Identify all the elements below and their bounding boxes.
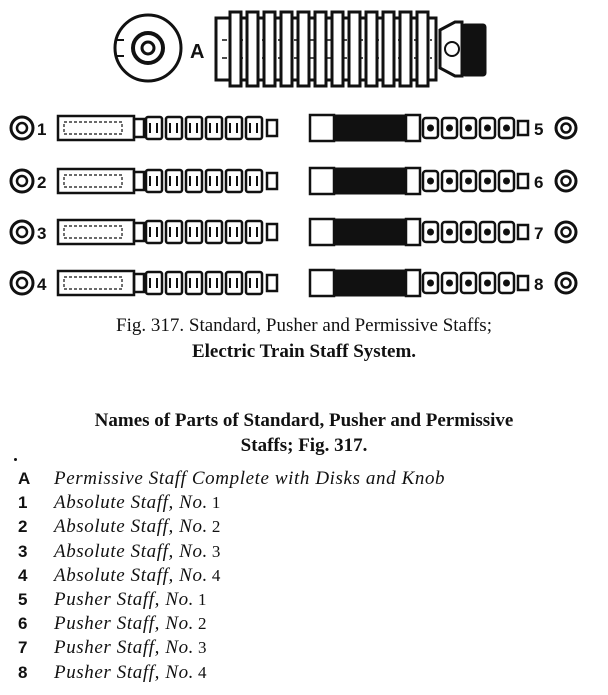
label-5: 5: [534, 120, 544, 139]
list-item: 3 Absolute Staff, No. 3: [18, 540, 221, 562]
label-a: A: [190, 41, 205, 63]
list-item: A Permissive Staff Complete with Disks and Knob: [18, 468, 446, 489]
list-item: 2 Absolute Staff, No. 2: [18, 516, 221, 538]
permissive-staff-a: [115, 12, 486, 86]
absolute-staff-3: [11, 220, 277, 244]
label-6: 6: [534, 173, 544, 192]
list-item: 8 Pusher Staff, No. 4: [18, 661, 207, 683]
label-1: 1: [37, 120, 47, 139]
parts-heading-continued: Staffs; Fig. 317.: [240, 435, 368, 456]
list-item: 5 Pusher Staff, No. 1: [18, 588, 207, 610]
staff-figure: [0, 0, 608, 300]
absolute-staff-2: [11, 169, 277, 193]
label-2: 2: [37, 173, 47, 192]
parts-heading: Names of Parts of Standard, Pusher and Permissive: [94, 410, 514, 431]
list-item: 4 Absolute Staff, No. 4: [18, 564, 221, 586]
absolute-staff-4: [11, 271, 277, 295]
list-item: 1 Absolute Staff, No. 1: [18, 492, 221, 514]
figure-caption: Fig. 317. Standard, Pusher and Permissive Staffs;: [116, 315, 492, 336]
label-7: 7: [534, 224, 544, 243]
label-8: 8: [534, 275, 544, 294]
list-item: 6 Pusher Staff, No. 2: [18, 613, 207, 635]
parts-list: [18, 468, 445, 686]
absolute-staff-1: [11, 116, 277, 140]
stray-dot: [14, 458, 17, 461]
label-3: 3: [37, 224, 47, 243]
figure-subcaption: Electric Train Staff System.: [191, 341, 417, 362]
label-4: 4: [37, 275, 47, 294]
list-item: 7 Pusher Staff, No. 3: [18, 637, 207, 659]
